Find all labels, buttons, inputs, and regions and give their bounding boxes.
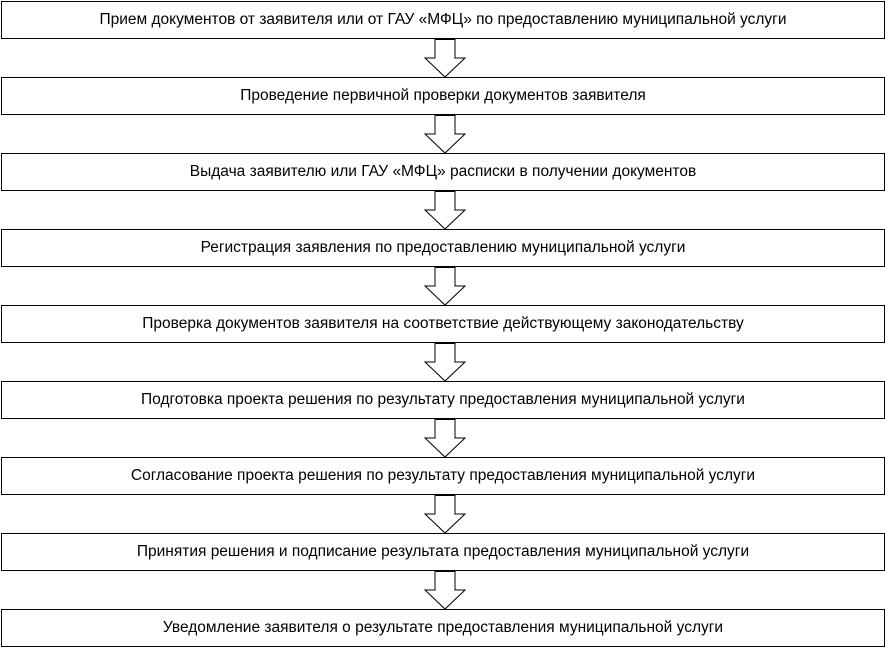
hollow-down-arrow-icon <box>424 115 466 154</box>
step-6-box: Подготовка проекта решения по результату предоставления муниципальной услуги <box>1 381 885 419</box>
step-3-box: Выдача заявителю или ГАУ «МФЦ» расписки в получении документов <box>1 153 885 191</box>
step-1-box: Прием документов от заявителя или от ГАУ «МФЦ» по предоставлению муниципальной услуги <box>1 1 885 39</box>
hollow-down-arrow-icon <box>424 267 466 306</box>
step-8-box: Принятия решения и подписание результата предоставления муниципальной услуги <box>1 533 885 571</box>
step-7-box: Согласование проекта решения по результату предоставления муниципальной услуги <box>1 457 885 495</box>
hollow-down-arrow-icon <box>424 495 466 534</box>
hollow-down-arrow-icon <box>424 343 466 382</box>
step-5-box: Проверка документов заявителя на соответствие действующему законодательству <box>1 305 885 343</box>
hollow-down-arrow-icon <box>424 419 466 458</box>
hollow-down-arrow-icon <box>424 39 466 78</box>
step-4-box: Регистрация заявления по предоставлению муниципальной услуги <box>1 229 885 267</box>
step-2-box: Проведение первичной проверки документов заявителя <box>1 77 885 115</box>
step-9-box: Уведомление заявителя о результате предоставления муниципальной услуги <box>1 609 885 647</box>
hollow-down-arrow-icon <box>424 191 466 230</box>
hollow-down-arrow-icon <box>424 571 466 610</box>
